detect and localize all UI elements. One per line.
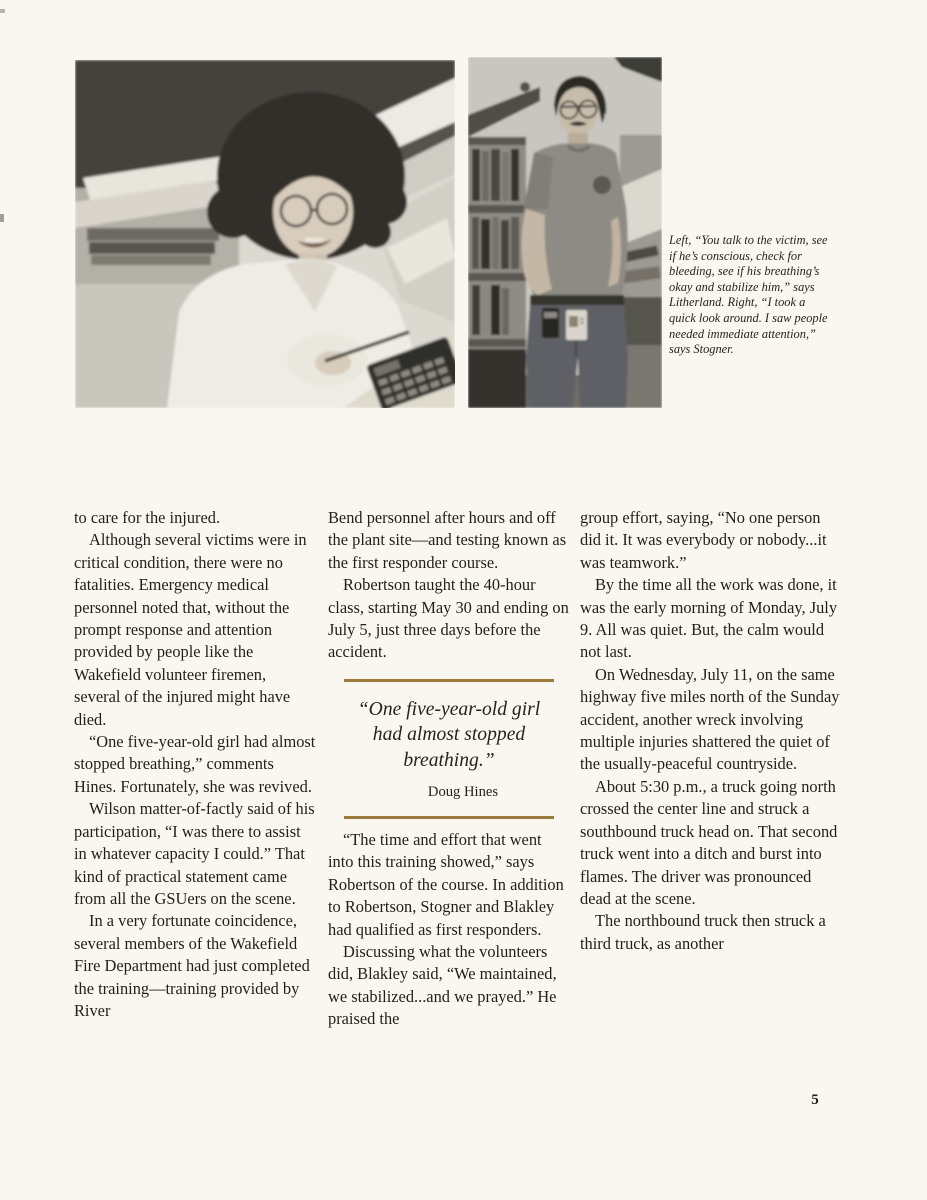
page-number: 5 <box>811 1092 819 1108</box>
body-paragraph: Although several victims were in critical condition, there were no fatalities. Emergency medical personnel noted that, without the prompt response and attention provided by people like the Wakefield volunteer firemen, several of the injured might have died. <box>74 530 307 729</box>
body-paragraph: In a very fortunate coincidence, several members of the Wakefield Fire Department had just completed the training—training provided by River <box>74 911 310 1020</box>
pull-quote-rule-top <box>344 679 554 682</box>
article-column-3 <box>580 507 840 955</box>
photo-man-by-bookshelf <box>468 57 662 408</box>
pull-quote-text: “One five-year-old girl had almost stopped breathing.” <box>357 698 541 772</box>
pull-quote-rule-bottom <box>344 816 554 819</box>
body-paragraph: About 5:30 p.m., a truck going north crossed the center line and struck a southbound truck head on. That second truck went into a ditch and burst into flames. The driver was pronounced dead at the scene. <box>580 776 838 908</box>
belt <box>530 295 624 305</box>
body-paragraph: On Wednesday, July 11, on the same highway five miles north of the Sunday accident, another wreck involving multiple injuries shattered the quiet of the usually-peaceful countryside. <box>580 664 840 774</box>
body-paragraph: “One five-year-old girl had almost stopped breathing,” comments Hines. Fortunately, she was revived. <box>74 732 316 796</box>
body-paragraph: group effort, saying, “No one person did it. It was everybody or nobody...it was teamwork.” <box>580 508 827 572</box>
shirt-emblem <box>593 176 611 194</box>
body-paragraph: Robertson taught the 40-hour class, starting May 30 and ending on July 5, just three days before the accident. <box>328 575 569 662</box>
pull-quote <box>344 679 554 819</box>
bookshelf <box>468 137 526 408</box>
body-paragraph: Bend personnel after hours and off the plant site—and testing known as the first responder course. <box>328 508 567 572</box>
body-paragraph: to care for the injured. <box>74 508 221 527</box>
body-paragraph: Wilson matter-of-factly said of his participation, “I was there to assist in whatever capacity I could.” That kind of practical statement came from all the GSUers on the scene. <box>74 799 315 908</box>
body-paragraph: “The time and effort that went into this training showed,” says Robertson of the course. In addition to Robertson, Stogner and Blakley had qualified as first responders. <box>328 830 564 939</box>
pull-quote-attribution: Doug Hines <box>427 783 499 800</box>
photo-woman-at-desk <box>75 60 455 408</box>
body-paragraph: The northbound truck then struck a third truck, as another <box>580 911 826 953</box>
scan-artifact <box>0 9 5 13</box>
scan-artifact <box>0 214 4 222</box>
body-paragraph: By the time all the work was done, it was the early morning of Monday, July 9. All was quiet. But, the calm would not last. <box>580 575 838 662</box>
article-column-2 <box>328 507 570 1031</box>
article-column-1 <box>74 507 316 1022</box>
photo-caption: Left, “You talk to the victim, see if he’s conscious, check for bleeding, see if his breathing’s okay and stabilize him,” says Litherland. Right, “I took a quick look around. I saw people needed immediate attention,” says Stogner. <box>669 233 828 357</box>
body-paragraph: Discussing what the volunteers did, Blakley said, “We maintained, we stabilized...and we prayed.” He praised the <box>328 942 557 1029</box>
